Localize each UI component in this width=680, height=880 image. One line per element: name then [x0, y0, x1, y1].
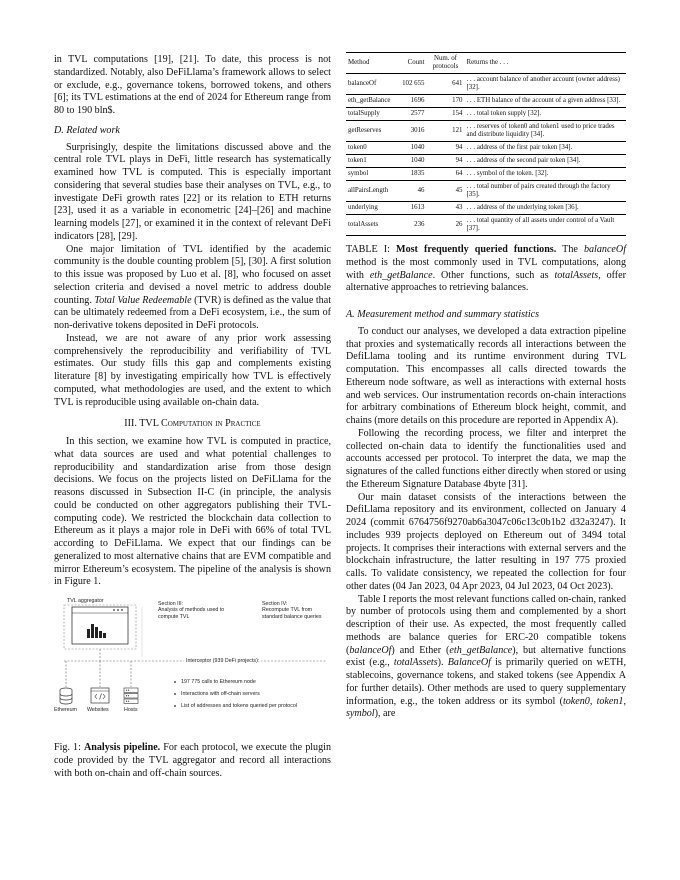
table-cell-returns: . . . ETH balance of the account of a given address [33].	[466, 97, 621, 104]
table-row	[346, 202, 626, 215]
table-cell-protocols: 94	[455, 157, 463, 164]
table-cell-protocols: 170	[452, 97, 463, 104]
table-cell-protocols: 641	[452, 80, 463, 87]
bullet-item: 197 775 calls to Ethereum node	[181, 679, 256, 685]
table-cell-method: underlying	[348, 204, 378, 211]
table-header: Count	[407, 59, 425, 66]
paragraph: Surprisingly, despite the limitations discussed above and the central role TVL plays in DeFi, little research has systematically examined how TVL is computed. This is especially important considering that several studies base their analyses on TVL, e.g., to investigate DeFi growth rates [22] or its relation to ETH returns [23], used it as a variable in econometric [24]–[26] and machine learning models [27], or examined it in the context of relevant DeFi indicators [28], [29].	[54, 141, 331, 242]
paragraph: One major limitation of TVL identified by the academic community is the double counting problem [5], [30]. A first solution to this issue was proposed by Luo et al. [8], who focused on asset selection criteria and devised a novel metric to address double counting. Total Value Redeemable (TVR) is defined as the value that can be ultimately redeemed from a DeFi ecosystem, i.e., the sum of non-derivative tokens deposited in DeFi protocols.	[54, 243, 332, 331]
table-cell-protocols: 45	[455, 187, 463, 194]
table-cell-method: eth_getBalance	[348, 97, 391, 104]
table-row	[346, 95, 626, 108]
icon-label-ethereum: Ethereum	[54, 707, 77, 713]
table-cell-count: 46	[417, 187, 425, 194]
bullet-item: List of addresses and tokens queried per protocol	[181, 703, 298, 709]
paragraph: Table I reports the most relevant functions called on-chain, ranked by number of protocols using them and complemented by a short description of their use. As expected, the most frequently called methods are balance queries for ERC-20 compatible tokens (balanceOf) and Ether (eth_getBalance), but alternative functions exist (e.g., totalAssets). BalanceOf is primarily queried on wETH, stablecoins, governance tokens, and staked tokens (see Appendix A for further details). Other methods are used to query supplementary information, e.g., the token address or its symbol (token0, token1, symbol), are	[346, 593, 627, 720]
table-header-row	[346, 53, 626, 74]
table-row	[346, 108, 626, 121]
table-cell-method: allPairsLength	[348, 187, 389, 194]
table-cell-method: token1	[348, 157, 367, 164]
paragraph: in TVL computations [19], [21]. To date, this process is not standardized. Notably, also DeFiLlama’s framework allows to select or exclude, e.g., governance tokens, borrowed tokens, and others [6]; its TVL estimations at the end of 2024 for Ethereum range from 80 to 190 bln$.	[54, 54, 331, 116]
figure-analysis-pipeline	[54, 599, 331, 734]
paragraph: To conduct our analyses, we developed a data extraction pipeline that proxies and systematically records all interactions between the DefiLlama tooling and its runtime environment during TVL computation. This encompasses all calls directed towards the Ethereum node software, as well as interactions with external hosts and web services. Our instrumentation records on-chain interactions for arbitrary combinations of Ethereum block height, commit, and chains (more details on this procedure are reported in Appendix A).	[346, 325, 626, 426]
table-row	[346, 74, 626, 95]
table-cell-returns: . . . address of the first pair token [34].	[466, 144, 573, 151]
paragraph: Following the recording process, we filter and interpret the collected on-chain data to identify the functionalities used and accounts accessed per protocol. To interpret the data, we map the signatures of the called functions either directly when stored or using the Ethereum Signature Database 4byte [31].	[346, 427, 626, 490]
table-cell-method: totalSupply	[348, 110, 380, 117]
table-cell-method: token0	[348, 144, 367, 151]
table-cell-returns: . . . total quantity of all assets under control of a Vault [37].	[466, 217, 615, 232]
table-row	[346, 168, 626, 181]
table-cell-returns: . . . address of the second pair token [34].	[466, 157, 581, 164]
table-cell-method: getReserves	[348, 127, 382, 134]
table-cell-count: 1613	[410, 204, 425, 211]
left-column	[54, 54, 331, 780]
bar-chart-icon	[87, 629, 90, 638]
table-header: Method	[348, 59, 370, 66]
paragraph: Our main dataset consists of the interactions between the DefiLlama repository and its environment, collected on January 4 2024 (commit 6764756f9270ab6a3047c06c13c0b1b2 d32a3247). It includes 939 projects deployed on Ethereum out of 3494 total projects. It comprises their interactions with external servers and the blockchain infrastructure, the latter resulting in 197 775 proxied calls. To validate consistency, we repeated the collection for four other dates (04 Jan 2023, 04 Apr 2023, 04 Jul 2023, 04 Oct 2023).	[346, 491, 626, 592]
table-cell-protocols: 64	[455, 170, 463, 177]
table-cell-count: 1696	[410, 97, 425, 104]
table-cell-protocols: 26	[455, 221, 463, 228]
interceptor-label: Interceptor (939 DeFi projects):	[186, 658, 260, 664]
table-cell-protocols: 94	[455, 144, 463, 151]
table-row	[346, 155, 626, 168]
table-cell-returns: . . . total token supply [32].	[466, 110, 542, 117]
table-header: Returns the . . .	[466, 59, 509, 66]
aggregator-window-icon	[72, 607, 128, 644]
table-cell-count: 1835	[410, 170, 425, 177]
table-cell-method: symbol	[348, 170, 369, 177]
table-row	[346, 142, 626, 155]
server-icon	[124, 688, 138, 704]
table-cell-count: 2577	[410, 110, 425, 117]
icon-label-hosts: Hosts	[124, 707, 138, 713]
table-cell-returns: . . . total number of pairs created through the factory [35].	[466, 183, 611, 198]
table-cell-protocols: 43	[455, 204, 463, 211]
table-cell-returns: . . . address of the underlying token [36].	[466, 204, 579, 211]
figure-caption: Fig. 1: Analysis pipeline. For each protocol, we execute the plugin code provided by the TVL aggregator and record all interactions with both on-chain and off-chain sources.	[54, 742, 331, 779]
section-heading: D. Related work	[54, 124, 120, 136]
code-window-icon	[91, 688, 109, 703]
functions-table	[346, 52, 626, 236]
table-cell-count: 1040	[410, 157, 425, 164]
table-row	[346, 181, 626, 202]
table-row	[346, 121, 626, 142]
tvl-aggregator-label: TVL aggregator	[67, 598, 104, 604]
section-heading: III. TVL Computation in Practice	[124, 418, 261, 430]
table-cell-returns: . . . reserves of token0 and token1 used to price trades and distribute liquidity [34].	[466, 123, 615, 138]
table-cell-method: totalAssets	[348, 221, 379, 228]
table-cell-returns: . . . account balance of another account (owner address) [32].	[466, 76, 620, 91]
table-cell-count: 236	[414, 221, 425, 228]
icon-label-websites: Websites	[87, 707, 109, 713]
paragraph: In this section, we examine how TVL is computed in practice, what data sources are used and what potential challenges to reproducibility and standardization arise from those design decisions. We focus on the projects listed on DeFiLlama for the reasons discussed in Subsection II-C (in principle, the analysis could be conducted on other aggregators publishing their TVL-computing code). We restricted the blockchain data collection to Ethereum as it plays a major role in DeFi with 66% of total TVL according to DeFiLlama. We expect that our findings can be generalized to most alternative chains that are EVM compatible and mirror Ethereum’s ecosystem. The pipeline of the analysis is shown in Figure 1.	[54, 436, 331, 588]
table-row	[346, 215, 626, 236]
table-cell-protocols: 121	[452, 127, 463, 134]
section-heading: A. Measurement method and summary statistics	[346, 309, 540, 320]
database-icon	[60, 688, 72, 704]
table-header: Num. of protocols	[432, 55, 459, 70]
table-cell-method: balanceOf	[348, 80, 377, 87]
bullet-item: Interactions with off-chain servers	[181, 691, 260, 697]
right-column	[346, 52, 626, 721]
table-cell-protocols: 154	[452, 110, 463, 117]
table-caption: TABLE I: Most frequently queried functions. The balanceOf method is the most commonly used in TVL computations, along with eth_getBalance. Other functions, such as totalAssets, offer alternative approaches to retrieving balances.	[346, 244, 627, 294]
section-iii-label: Section III: Analysis of methods used to compute TVL	[158, 601, 225, 620]
table-cell-count: 102 655	[402, 80, 425, 87]
paragraph: Instead, we are not aware of any prior work assessing comprehensively the reproducibility and verifiability of TVL estimates. Our study fills this gap and complements existing literature [8] by investigating empirically how TVL is effectively computed, what methodologies are used, and the extent to which TVL is reproducible using available on-chain data.	[54, 332, 331, 408]
table-cell-count: 3016	[410, 127, 425, 134]
table-cell-returns: . . . symbol of the token. [32].	[466, 170, 549, 177]
table-cell-count: 1040	[410, 144, 425, 151]
section-iv-label: Section IV: Recompute TVL from standard balance queries	[262, 601, 322, 620]
